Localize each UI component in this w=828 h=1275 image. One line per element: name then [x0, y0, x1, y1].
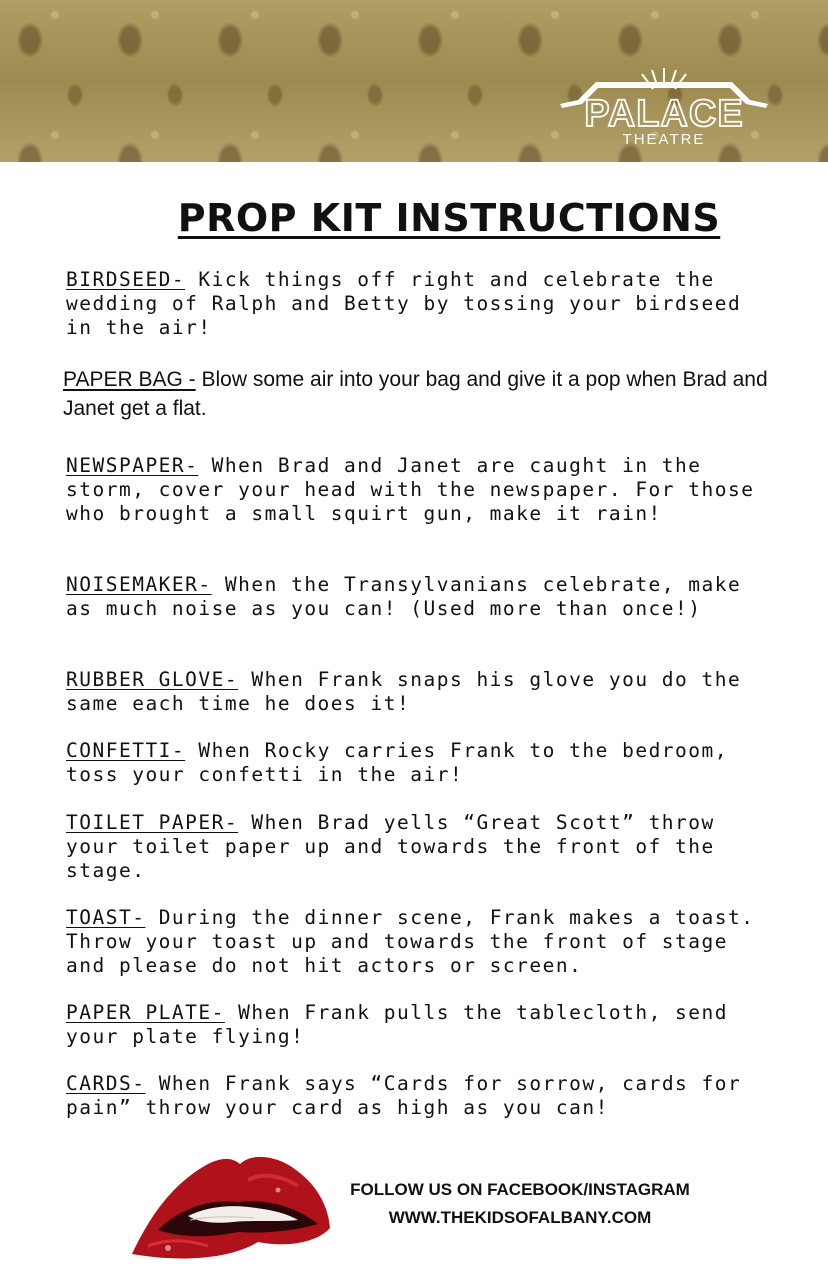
prop-item-noisemaker: NOISEMAKER- When the Transylvanians celebrate, make as much noise as you can! (Used more than once!) [66, 573, 742, 620]
logo-palace-text: PALACE [584, 93, 744, 135]
prop-item-birdseed: BIRDSEED- Kick things off right and celebrate the wedding of Ralph and Betty by tossing your birdseed in the air! [66, 268, 742, 339]
prop-item-rubber-glove: RUBBER GLOVE- When Frank snaps his glove you do the same each time he does it! [66, 668, 742, 715]
follow-us-text: FOLLOW US ON FACEBOOK/INSTAGRAM [350, 1180, 690, 1199]
page-title: PROP KIT INSTRUCTIONS [177, 196, 721, 240]
website-link[interactable]: WWW.THEKIDSOFALBANY.COM [388, 1208, 652, 1227]
damask-header-banner [0, 0, 828, 162]
prop-item-confetti: CONFETTI- When Rocky carries Frank to the bedroom, toss your confetti in the air! [66, 739, 729, 786]
prop-item-toilet-paper: TOILET PAPER- When Brad yells “Great Scott” throw your toilet paper up and towards the front of the stage. [66, 811, 715, 882]
prop-item-cards: CARDS- When Frank says “Cards for sorrow, cards for pain” throw your card as high as you can! [66, 1072, 742, 1119]
prop-item-newspaper: NEWSPAPER- When Brad and Janet are caught in the storm, cover your head with the newspaper. For those who brought a small squirt gun, make it rain! [66, 454, 755, 525]
prop-item-toast: TOAST- During the dinner scene, Frank makes a toast. Throw your toast up and towards the front of stage and please do not hit actors or screen. [66, 906, 755, 977]
prop-item-paper-plate: PAPER PLATE- When Frank pulls the tablecloth, send your plate flying! [66, 1001, 729, 1048]
red-lips-logo [128, 1150, 333, 1262]
logo-theatre-text: THEATRE [622, 131, 706, 148]
palace-theatre-logo [556, 60, 772, 150]
prop-item-paper-bag: PAPER BAG - Blow some air into your bag and give it a pop when Brad and Janet get a flat. [63, 368, 768, 420]
